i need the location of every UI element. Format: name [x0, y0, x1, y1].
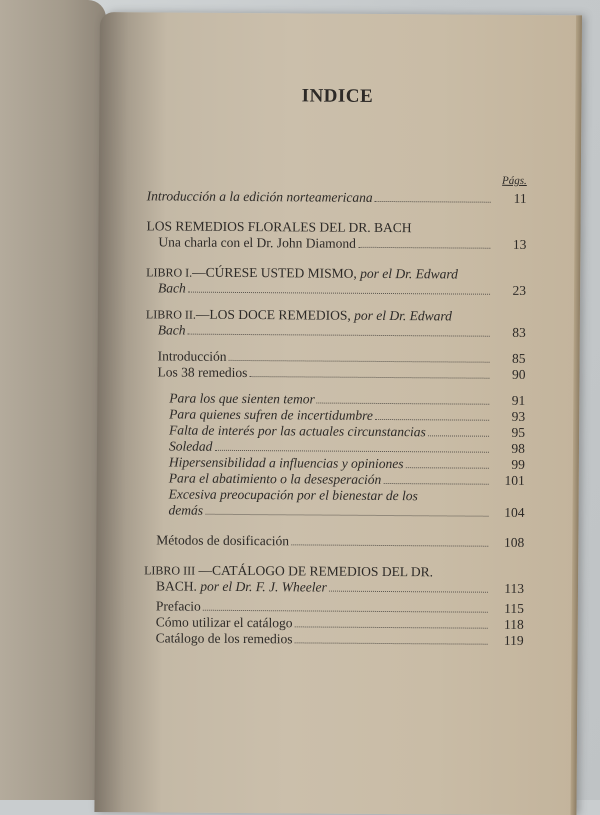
toc-entry: [147, 188, 527, 207]
toc-entry-label: [156, 578, 327, 595]
toc-entry: [168, 502, 524, 520]
toc-entry-label: Prefacio: [155, 598, 201, 614]
toc-entry-label: Soledad: [168, 438, 213, 454]
toc-section: [144, 562, 524, 597]
toc-entry-label: Hipersensibilidad a influencias y opiniones: [168, 454, 404, 472]
leader-dots: [205, 514, 489, 517]
toc-entry-label: Métodos de dosificación: [156, 532, 290, 549]
leader-dots: [249, 376, 489, 379]
toc-entry-label: Una charla con el Dr. John Diamond: [158, 234, 357, 251]
label-text: BACH.: [155, 578, 197, 594]
leader-dots: [229, 360, 490, 363]
book-title: —CATÁLOGO DE REMEDIOS DEL DR.: [198, 562, 434, 580]
leader-dots: [428, 435, 489, 436]
toc-entry-page: 11: [513, 190, 527, 206]
toc-entry-page: 118: [503, 616, 524, 632]
leader-dots: [203, 610, 488, 613]
toc-entry-page: 23: [512, 282, 527, 298]
book-title: —LOS DOCE REMEDIOS,: [195, 306, 351, 323]
toc-entry-page: 108: [504, 534, 525, 550]
book-title: —CÚRESE USTED MISMO,: [192, 264, 357, 281]
leader-dots: [295, 626, 488, 628]
toc-entry-page: 119: [503, 632, 524, 648]
toc-entry-page: 93: [511, 408, 526, 424]
toc-entry-page: 104: [504, 504, 525, 520]
toc-entry: [145, 364, 525, 383]
toc-entry-page: 101: [504, 472, 525, 488]
toc-entry-label: Para quienes sufren de incertidumbre: [169, 406, 373, 423]
toc-entry-label: Bach: [157, 322, 186, 338]
toc-entry-page: 91: [511, 392, 526, 408]
leader-dots: [383, 483, 488, 485]
toc-entry: [145, 470, 525, 489]
left-page: [0, 0, 106, 800]
toc-entry-page: 13: [512, 236, 527, 252]
toc-section: [146, 306, 526, 341]
leader-dots: [188, 292, 490, 295]
toc-entry: [146, 280, 526, 299]
leader-dots: [291, 544, 488, 546]
leader-dots: [358, 247, 490, 249]
page-title: INDICE: [301, 85, 374, 107]
toc-entry-label: Cómo utilizar el catálogo: [155, 614, 293, 631]
book-number: LIBRO III: [144, 563, 196, 578]
book-number: LIBRO I.: [146, 265, 193, 280]
leader-dots: [375, 419, 489, 421]
toc-entry-label: Introducción: [157, 348, 227, 364]
book-byline: por el Dr. Edward: [354, 307, 452, 324]
toc-entry-label: Catálogo de los remedios: [155, 630, 293, 647]
toc-entry-page: 90: [511, 366, 526, 382]
toc-entry-page: 83: [512, 324, 526, 340]
pages-column-label: Págs.: [502, 174, 527, 187]
toc-section: [146, 218, 526, 253]
toc-entry-page: 98: [511, 440, 526, 456]
leader-dots: [187, 334, 489, 337]
book-byline: por el Dr. Edward: [360, 265, 459, 282]
toc-entry-page: 113: [504, 580, 525, 596]
toc-entry-label: Bach: [158, 280, 186, 296]
leader-dots: [214, 450, 489, 453]
leader-dots: [375, 201, 491, 203]
toc-entry: [146, 234, 526, 253]
toc-entry-heading: Excesiva preocupación por el bienestar de los: [168, 486, 418, 504]
toc-entry-page: 85: [512, 350, 526, 366]
toc-entry-page: 95: [511, 424, 526, 440]
table-of-contents: [144, 188, 527, 649]
book-number: LIBRO II.: [145, 307, 196, 322]
toc-entry-label: Para los que sienten temor: [169, 390, 315, 407]
toc-entry-label: Introducción a la edición norteamericana: [146, 188, 373, 205]
leader-dots: [406, 467, 489, 469]
toc-entry: [146, 322, 526, 341]
toc-entry-label: demás: [168, 502, 204, 518]
book-byline: por el Dr. F. J. Wheeler: [200, 578, 327, 595]
toc-entry-multiline: [144, 486, 524, 521]
toc-entry-label: Para el abatimiento o la desesperación: [168, 470, 382, 487]
toc-entry-page: 115: [504, 600, 524, 616]
leader-dots: [329, 591, 488, 593]
toc-entry-label: Los 38 remedios: [157, 364, 248, 381]
right-page: [94, 12, 582, 815]
toc-entry: [144, 578, 524, 597]
toc-entry: [144, 630, 524, 649]
toc-section-heading: LOS REMEDIOS FLORALES DEL DR. BACH: [146, 218, 412, 236]
leader-dots: [294, 642, 487, 644]
leader-dots: [317, 403, 490, 405]
toc-entry-page: 99: [511, 456, 525, 472]
toc-entry: [144, 532, 524, 551]
toc-section: [146, 264, 526, 299]
toc-entry-label: Falta de interés por las actuales circunstancias: [169, 422, 426, 440]
